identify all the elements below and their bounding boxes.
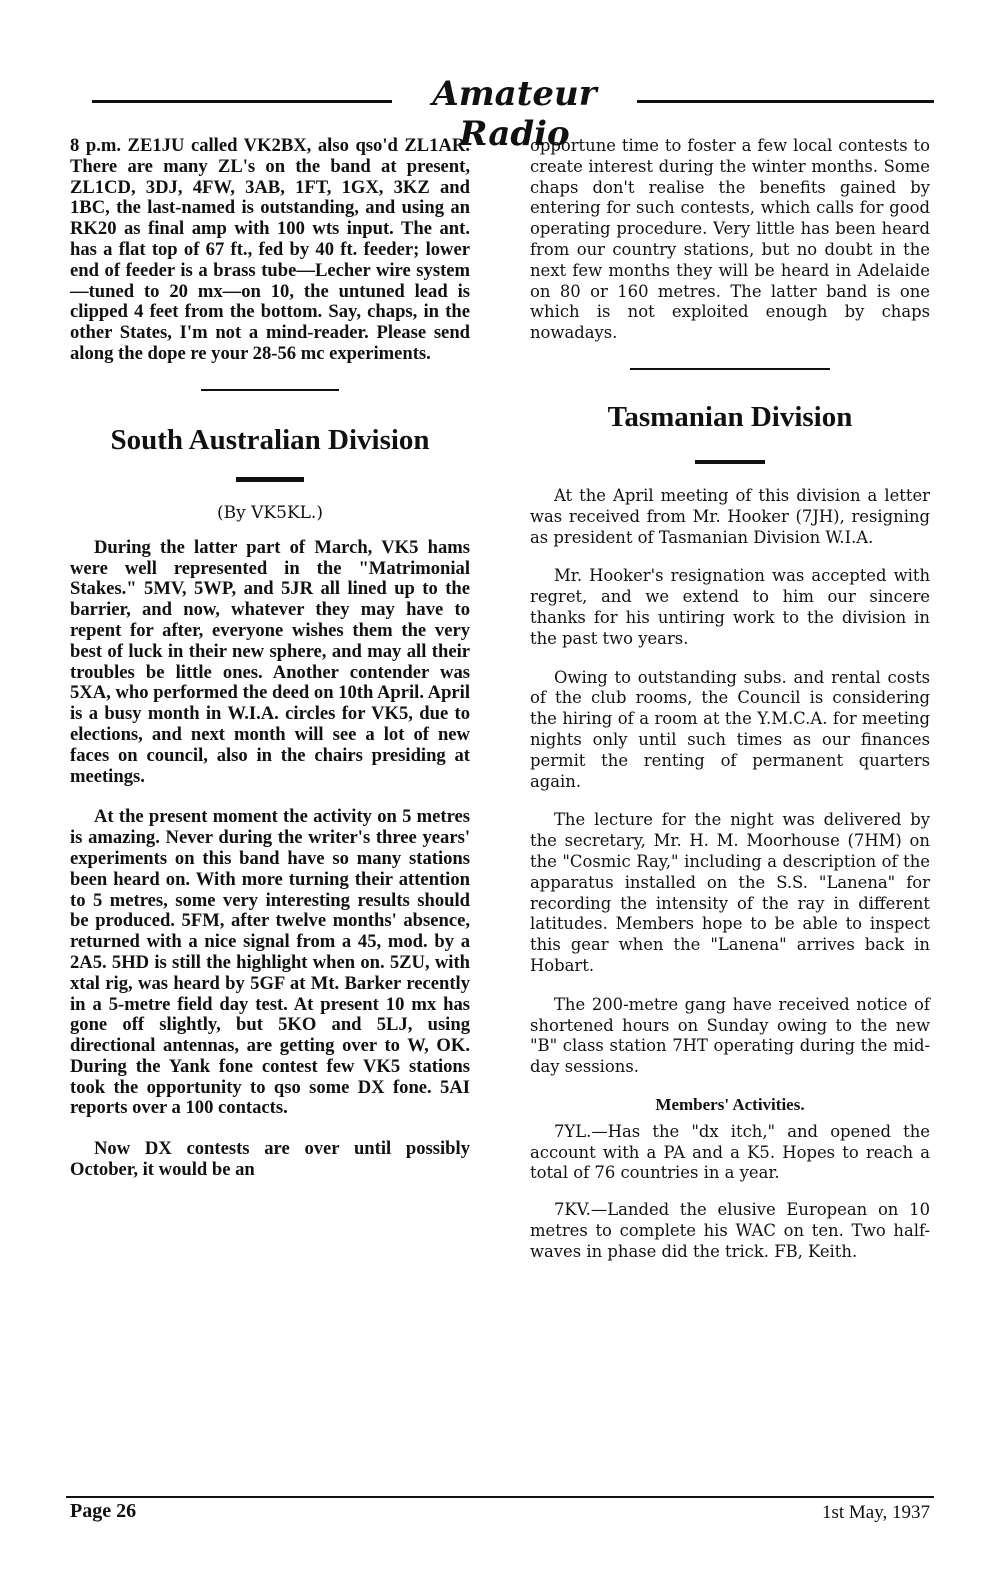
masthead-rule-right: [637, 100, 934, 103]
left-column: [70, 136, 470, 1181]
left-continued-paragraph: 8 p.m. ZE1JU called VK2BX, also qso'd ZL1AR. There are many ZL's on the band at present, ZL1CD, 3DJ, 4FW, 3AB, 1FT, 1GX, 3KZ and 1BC, the last-named is outstanding, and using an RK20 as final amp with 100 wts input. The ant. has a flat top of 67 ft., fed by 40 ft. feeder; lower end of feeder is a brass tube—Lecher wire system—tuned to 20 mx—on 10, the untuned lead is clipped 4 feet from the bottom. Say, chaps, in the other States, I'm not a mind-reader. Please send along the dope re your 28-56 mc experiments.: [70, 135, 470, 364]
masthead: [92, 74, 934, 154]
issue-date: 1st May, 1937: [821, 1502, 930, 1523]
subheading-members-activities: Members' Activities.: [655, 1094, 805, 1114]
paragraph: The lecture for the night was delivered by the secretary, Mr. H. M. Moorhouse (7HM) on the "Cosmic Ray," including a description of the apparatus installed on the S.S. "Lanena" for recording the intensity of the ray in different latitudes. Members hope to be able to inspect this gear when the "Lanena" arrives back in Hobart.: [530, 810, 930, 975]
paragraph: 7YL.—Has the "dx itch," and opened the account with a PA and a K5. Hopes to reach a total of 76 countries in a year.: [530, 1121, 930, 1183]
masthead-rule-left: [92, 100, 392, 103]
masthead-title: Amateur Radio: [432, 74, 597, 154]
paragraph: At the April meeting of this division a letter was received from Mr. Hooker (7JH), resigning as president of Tasmanian Division W.I.A.: [530, 485, 930, 547]
paragraph: Mr. Hooker's resignation was accepted with regret, and we extend to him our sincere thanks for his untiring work to the division in the past two years.: [530, 566, 930, 648]
right-continued-paragraph: opportune time to foster a few local contests to create interest during the winter months. Some chaps don't realise the benefits gained by entering for such contests, which calls for good operating procedure. Very little has been heard from our country stations, but no doubt in the next few months they will be heard in Adelaide on 80 or 160 metres. The latter band is one which is not exploited enough by chaps nowadays.: [530, 136, 930, 343]
paragraph: 7KV.—Landed the elusive European on 10 metres to complete his WAC on ten. Two half-waves in phase did the trick. FB, Keith.: [530, 1200, 930, 1261]
byline: (By VK5KL.): [217, 502, 323, 523]
paragraph: Now DX contests are over until possibly October, it would be an: [70, 1138, 470, 1181]
paragraph: At the present moment the activity on 5 metres is amazing. Never during the writer's three years' experiments on this band have so many stations been heard on. With more turning their attention to 5 metres, some very interesting results should be produced. 5FM, after twelve months' absence, returned with a nice signal from a 45, mod. by a 2A5. 5HD is still the highlight when on. 5ZU, with xtal rig, was heard by 5GF at Mt. Barker recently in a 5-metre field day test. At present 10 mx has gone off slightly, but 5KO and 5LJ, using directional antennas, are getting over to W, OK. During the Yank fone contest few VK5 stations took the opportunity to qso some DX fone. 5AI reports over a 100 contacts.: [70, 806, 470, 1119]
paragraph: During the latter part of March, VK5 hams were well represented in the "Matrimonial Stakes." 5MV, 5WP, and 5JR all lined up to the barrier, and now, whatever they may have to repent for after, everyone wishes them the very best of luck in their new sphere, and may all their troubles be little ones. Another contender was 5XA, who performed the deed on 10th April. April is a busy month in W.I.A. circles for VK5, due to elections, and next month will see a lot of new faces on council, also in the chairs presiding at meetings.: [70, 536, 470, 787]
footer-rule: [66, 1496, 934, 1498]
section-heading-south-australian: South Australian Division: [110, 423, 430, 456]
page-number: Page 26: [70, 1500, 137, 1522]
section-heading-tasmanian: Tasmanian Division: [607, 400, 853, 433]
paragraph: The 200-metre gang have received notice of shortened hours on Sunday owing to the new "B" class station 7HT operating during the mid-day sessions.: [530, 994, 930, 1077]
right-column: [530, 136, 930, 1263]
paragraph: Owing to outstanding subs. and rental costs of the club rooms, the Council is considering the hiring of a room at the Y.M.C.A. for meeting nights only until such times as our finances permit the renting of permanent quarters again.: [530, 667, 930, 791]
